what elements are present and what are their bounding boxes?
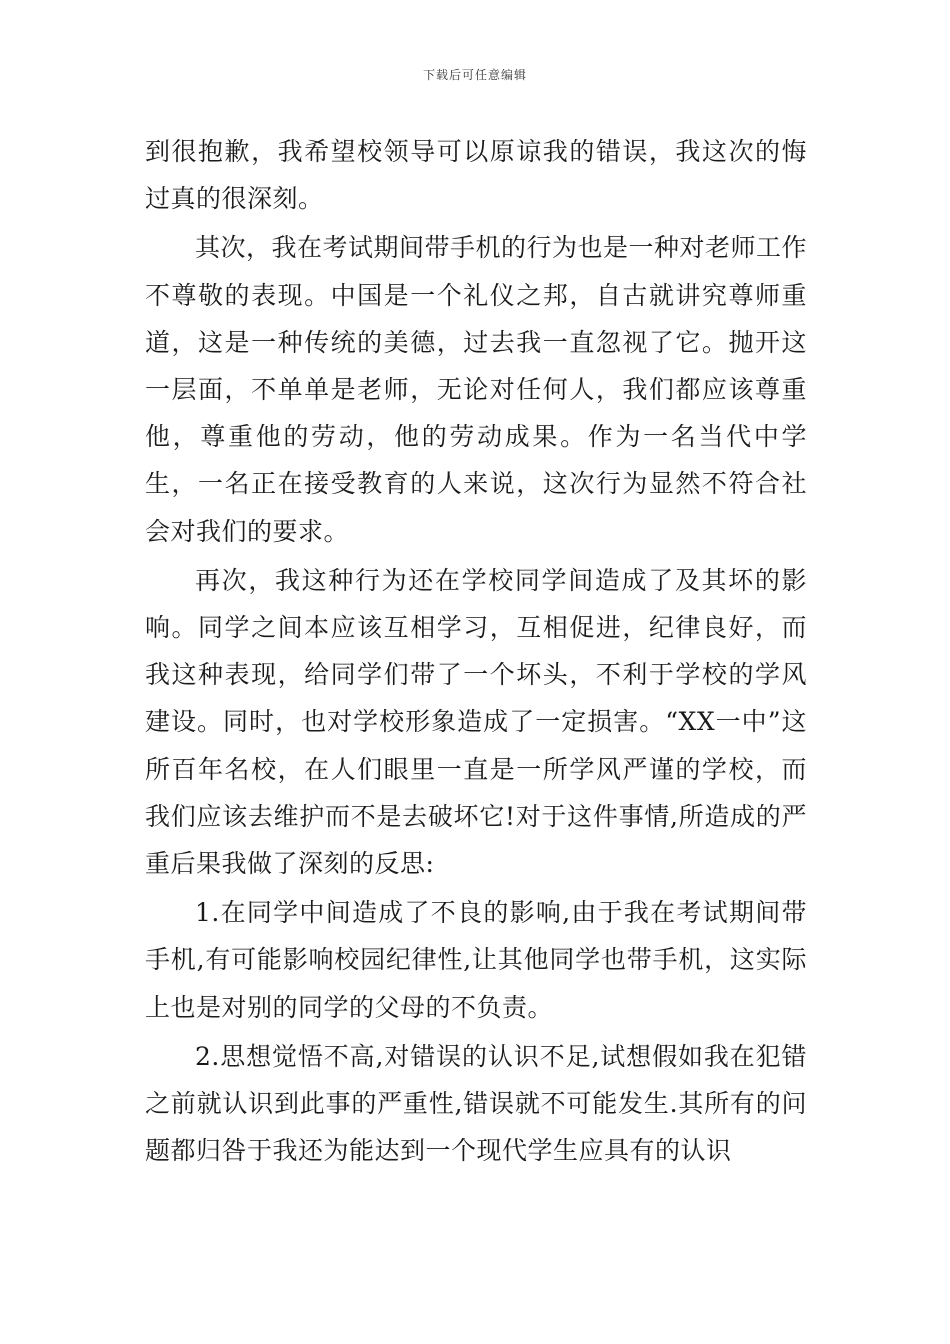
list-item-2: 2.思想觉悟不高,对错误的认识不足,试想假如我在犯错之前就认识到此事的严重性,错误就不可能发生.其所有的问题都归咎于我还为能达到一个现代学生应具有的认识 <box>145 1041 807 1166</box>
page-header: 下载后可任意编辑 <box>422 68 527 82</box>
paragraph-second-point: 其次，我在考试期间带手机的行为也是一种对老师工作不尊敬的表现。中国是一个礼仪之邦，自古就讲究尊师重道，这是一种传统的美德，过去我一直忽视了它。抛开这一层面，不单单是老师，无论对任何人，我们都应该尊重他，尊重他的劳动，他的劳动成果。作为一名当代中学生，一名正在接受教育的人来说，这次行为显然不符合社会对我们的要求。 <box>145 233 808 546</box>
document-body <box>145 128 807 1174</box>
paragraph-continuation: 到很抱歉，我希望校领导可以原谅我的错误，我这次的悔过真的很深刻。 <box>145 137 807 214</box>
list-item-1: 1.在同学中间造成了不良的影响,由于我在考试期间带手机,有可能影响校园纪律性,让其他同学也带手机，这实际上也是对别的同学的父母的不负责。 <box>145 898 807 1022</box>
paragraph-third-point: 再次，我这种行为还在学校同学间造成了及其坏的影响。同学之间本应该互相学习，互相促进，纪律良好，而我这种表现，给同学们带了一个坏头，不利于学校的学风建设。同时，也对学校形象造成了一定损害。“XX一中”这所百年名校，在人们眼里一直是一所学风严谨的学校，而我们应该去维护而不是去破坏它!对于这件事情,所造成的严重后果我做了深刻的反思: <box>145 565 807 879</box>
